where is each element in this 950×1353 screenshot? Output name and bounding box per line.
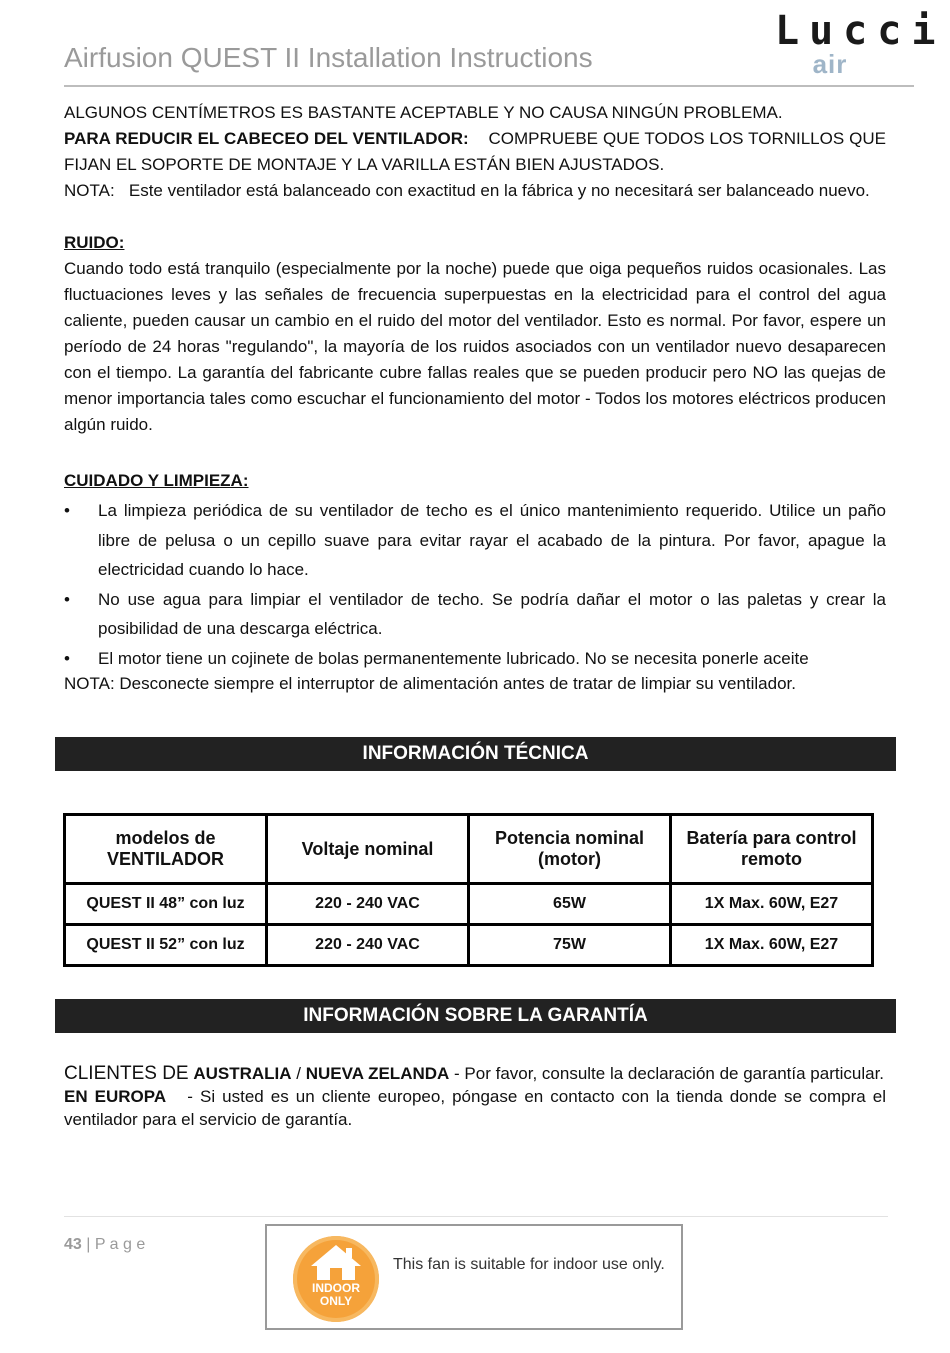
care-list — [64, 496, 886, 673]
list-item-text: La limpieza periódica de su ventilador de techo es el único mantenimiento requerido. Utilice un paño libre de pelusa o un cepillo suave para evitar rayar el acabado de la pintura. Por favor, apague la electricidad cuando lo hace. — [98, 501, 886, 579]
indoor-only-label — [293, 1282, 379, 1308]
wobble-text: COMPRUEBE QUE TODOS LOS TORNILLOS QUE FIJAN EL SOPORTE DE MONTAJE Y LA VARILLA ESTÁN BIEN AJUSTADOS. — [64, 129, 886, 174]
list-item — [64, 644, 886, 674]
footer-divider — [64, 1216, 888, 1217]
care-heading: CUIDADO Y LIMPIEZA: — [64, 471, 249, 490]
table-cell: 220 - 240 VAC — [267, 925, 469, 966]
main-content — [64, 100, 886, 697]
tech-spec-table — [63, 813, 874, 967]
table-cell: 220 - 240 VAC — [267, 884, 469, 925]
logo-lucci-text: Lucci — [775, 8, 946, 54]
column-header: Voltaje nominal — [267, 815, 469, 884]
europe-text: - Si usted es un cliente europeo, póngase en contacto con la tienda donde se compra el ventilador para el servicio de garantía. — [64, 1087, 886, 1129]
document-title: Airfusion QUEST II Installation Instructions — [64, 42, 593, 73]
warranty-section — [64, 1062, 886, 1131]
slash: / — [296, 1064, 302, 1083]
column-header: Batería para control remoto — [671, 815, 873, 884]
paragraph-acceptable: ALGUNOS CENTÍMETROS ES BASTANTE ACEPTABLE Y NO CAUSA NINGÚN PROBLEMA. — [64, 103, 783, 122]
indoor-notice-text: This fan is suitable for indoor use only. — [393, 1256, 665, 1273]
header-divider — [64, 85, 914, 87]
bullet-icon: • — [64, 648, 70, 668]
warranty-australia — [64, 1062, 886, 1085]
badge-line-2: ONLY — [319, 1294, 353, 1308]
indoor-only-badge — [293, 1236, 379, 1322]
tech-info-bar: INFORMACIÓN TÉCNICA — [55, 737, 896, 771]
lucci-air-logo — [775, 8, 946, 79]
table-cell: 75W — [469, 925, 671, 966]
bullet-icon: • — [64, 589, 70, 609]
table-cell: QUEST II 52” con luz — [65, 925, 267, 966]
care-note: NOTA: Desconecte siempre el interruptor de alimentación antes de tratar de limpiar su ventilador. — [64, 674, 796, 693]
australia-label: AUSTRALIA — [193, 1064, 292, 1083]
warranty-info-bar: INFORMACIÓN SOBRE LA GARANTÍA — [55, 999, 896, 1033]
table-cell: 1X Max. 60W, E27 — [671, 925, 873, 966]
paragraph-balance-note: NOTA: Este ventilador está balanceado con exactitud en la fábrica y no necesitará ser balanceado nuevo. — [64, 181, 870, 200]
noise-text: Cuando todo está tranquilo (especialmente por la noche) puede que oiga pequeños ruidos ocasionales. Las fluctuaciones leves y las señales de frecuencia superpuestas en la electricidad para el control del agua caliente, pueden causar un cambio en el ruido del motor del ventilador. Esto es normal. Por favor, espere un período de 24 horas "regulando", la mayoría de los ruidos asociados con un ventilador nuevo desaparecen con el tiempo. La garantía del fabricante cubre fallas reales que se pueden producir pero NO las quejas de menor importancia tales como escuchar el funcionamiento del motor - Todos los motores eléctricos producen algún ruido. — [64, 259, 886, 434]
badge-line-1: INDOOR — [312, 1281, 360, 1295]
clientes-label: CLIENTES DE — [64, 1063, 189, 1084]
page-number — [64, 1236, 145, 1254]
indoor-use-notice — [265, 1224, 683, 1330]
list-item — [64, 585, 886, 644]
bullet-icon: • — [64, 501, 70, 520]
europe-label: EN EUROPA — [64, 1087, 167, 1106]
table-row — [65, 925, 873, 966]
list-item — [64, 496, 886, 585]
column-header: modelos de VENTILADOR — [65, 815, 267, 884]
house-icon — [293, 1242, 379, 1282]
warranty-europe — [64, 1085, 886, 1131]
page-label: | P a g e — [86, 1236, 146, 1253]
table-cell: 65W — [469, 884, 671, 925]
column-header: Potencia nominal (motor) — [469, 815, 671, 884]
list-item-text: No use agua para limpiar el ventilador de techo. Se podría dañar el motor o las paletas y crear la posibilidad de una descarga eléctrica. — [98, 589, 886, 638]
table-cell: 1X Max. 60W, E27 — [671, 884, 873, 925]
clientes-rest: - Por favor, consulte la declaración de garantía particular. — [454, 1064, 885, 1083]
table-header-row — [65, 815, 873, 884]
noise-heading: RUIDO: — [64, 233, 125, 252]
list-item-text: El motor tiene un cojinete de bolas permanentemente lubricado. No se necesita ponerle aceite — [98, 648, 809, 668]
new-zealand-label: NUEVA ZELANDA — [305, 1064, 450, 1083]
wobble-heading: PARA REDUCIR EL CABECEO DEL VENTILADOR: — [64, 129, 469, 148]
table-cell: QUEST II 48” con luz — [65, 884, 267, 925]
logo-air-text: air — [812, 49, 848, 79]
table-row — [65, 884, 873, 925]
paragraph-wobble — [64, 126, 886, 178]
page-number-value: 43 — [64, 1236, 82, 1253]
